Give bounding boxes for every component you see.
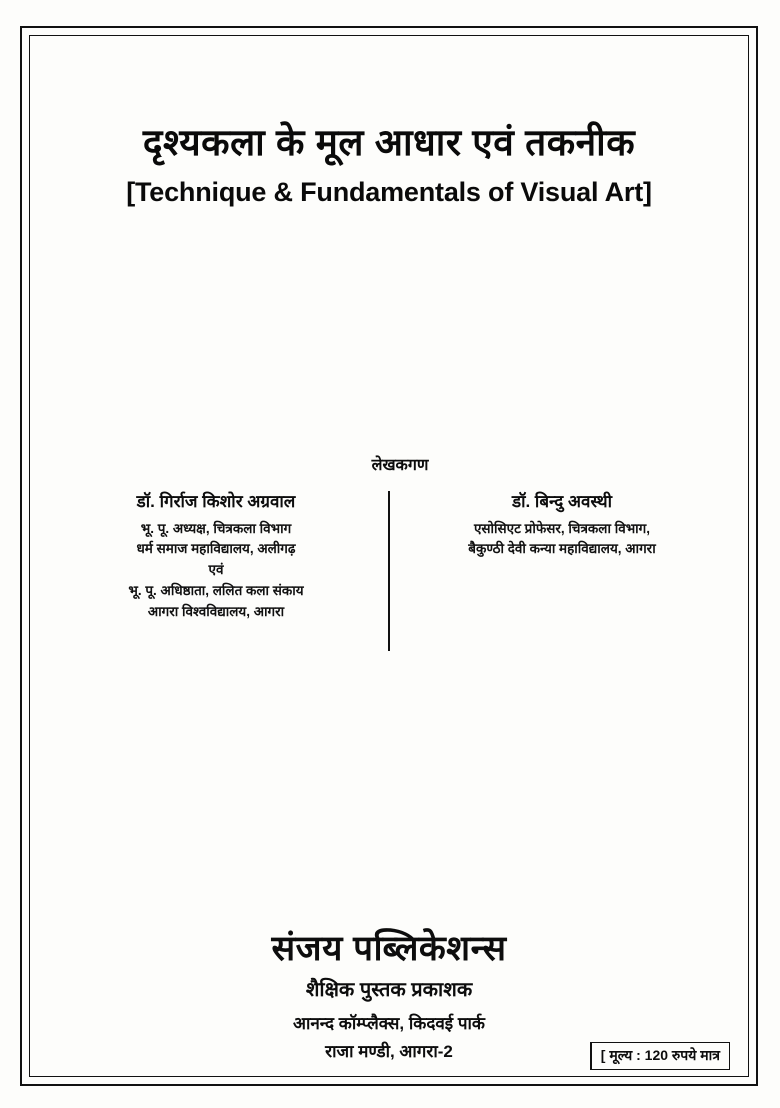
book-title-english: [Technique & Fundamentals of Visual Art]: [126, 176, 652, 207]
author-affiliation-line: भू. पू. अध्यक्ष, चित्रकला विभाग: [140, 520, 292, 536]
cover-content: [38, 44, 740, 1068]
author-affiliation-line: भू. पू. अधिष्ठाता, ललित कला संकाय: [128, 583, 304, 599]
publisher-address-line-1: आनन्द कॉम्प्लैक्स, किदवई पार्क: [293, 1014, 485, 1033]
publisher-tagline: शैक्षिक पुस्तक प्रकाशक: [305, 979, 473, 1001]
author-affiliation-line: धर्म समाज महाविद्यालय, अलीगढ़: [136, 541, 296, 557]
publisher-address-line-2: राजा मण्डी, आगरा-2: [325, 1041, 453, 1061]
price-text: [ मूल्य : 120 रुपये मात्र: [600, 1047, 720, 1063]
authors-heading: लेखकगण: [371, 456, 429, 474]
author-name: डॉ. बिन्दु अवस्थी: [511, 491, 613, 511]
author-affiliation-line: एवं: [208, 562, 224, 578]
author-block-right: [406, 489, 718, 651]
authors-divider: [388, 491, 390, 651]
book-title-hindi: दृश्यकला के मूल आधार एवं तकनीक: [142, 122, 636, 163]
author-affiliation-line: एसोसिएट प्रोफेसर, चित्रकला विभाग,: [473, 520, 651, 536]
author-affiliation-line: बैकुण्ठी देवी कन्या महाविद्यालय, आगरा: [468, 541, 656, 557]
publisher-name: संजय पब्लिकेशन्स: [271, 928, 507, 968]
author-block-left: [60, 489, 372, 651]
title-block: [38, 122, 740, 208]
author-name: डॉ. गिर्राज किशोर अग्रवाल: [136, 491, 296, 511]
author-affiliation-line: आगरा विश्वविद्यालय, आगरा: [147, 604, 285, 620]
authors-section: [38, 453, 740, 651]
authors-row: [38, 489, 740, 651]
price-badge: [590, 1042, 730, 1070]
publisher-section: [38, 930, 740, 1069]
